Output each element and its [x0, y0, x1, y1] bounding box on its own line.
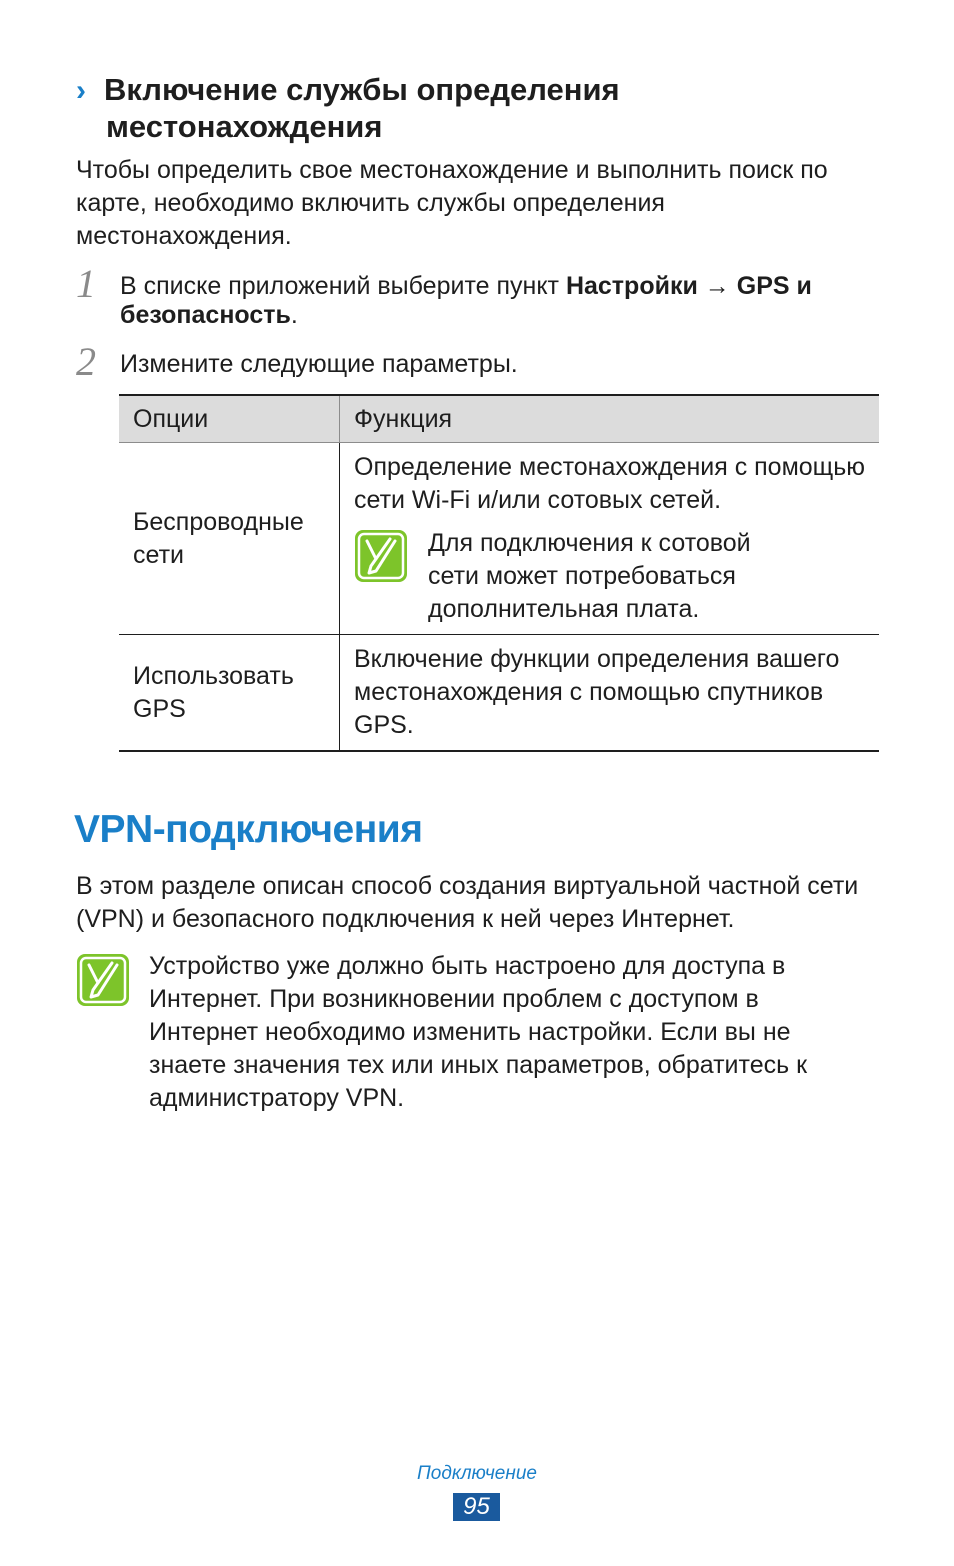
table-row: [119, 635, 879, 752]
vpn-heading: VPN-подключения: [74, 808, 423, 851]
vpn-intro: В этом разделе описан способ создания виртуальной частной сети (VPN) и безопасного подключения к ней через Интернет.: [76, 872, 859, 933]
note-pencil-icon: [76, 953, 130, 1007]
step-text-end: .: [290, 301, 298, 329]
table-note: [354, 527, 869, 626]
page-number: 95: [453, 1493, 500, 1521]
section-heading: [76, 72, 896, 145]
table-row: [119, 443, 879, 635]
function-text: Определение местонахождения с помощью сети Wi-Fi и/или сотовых сетей.: [354, 453, 866, 514]
arrow-separator: →: [697, 272, 737, 300]
chevron-icon: ›: [76, 74, 86, 107]
options-table: [119, 394, 879, 752]
step-number: 1: [76, 261, 96, 306]
section-heading-line2: местонахождения: [106, 109, 383, 144]
footer-section-name: Подключение: [417, 1463, 537, 1484]
menu-settings: Настройки: [565, 272, 698, 300]
table-cell-function: [340, 443, 880, 635]
section-heading-line1: Включение службы определения: [104, 72, 620, 107]
note-pencil-icon: [354, 529, 408, 583]
step-text-part: В списке приложений выберите пункт: [120, 272, 566, 300]
table-cell-option: Использовать GPS: [119, 635, 340, 752]
section-intro: Чтобы определить свое местонахождение и выполнить поиск по карте, необходимо включить службы определения местонахождения.: [76, 156, 828, 250]
table-header-options: Опции: [119, 395, 340, 443]
table-cell-option: Беспроводные сети: [119, 443, 340, 635]
table-header-function: Функция: [340, 395, 880, 443]
vpn-note-text: Устройство уже должно быть настроено для доступа в Интернет. При возникновении проблем с доступом в Интернет необходимо изменить настройки. Если вы не знаете значения тех или иных параметров, обратитесь к администратору VPN.: [149, 952, 808, 1112]
table-cell-function: Включение функции определения вашего местонахождения с помощью спутников GPS.: [340, 635, 880, 752]
step-text: [120, 272, 860, 330]
step-text: Измените следующие параметры.: [120, 350, 518, 378]
menu-gps-security: GPS и безопасность: [120, 272, 812, 329]
note-text: Для подключения к сотовой сети может потребоваться дополнительная плата.: [428, 529, 751, 623]
step-number: 2: [76, 339, 96, 384]
table-header-row: [119, 395, 879, 443]
